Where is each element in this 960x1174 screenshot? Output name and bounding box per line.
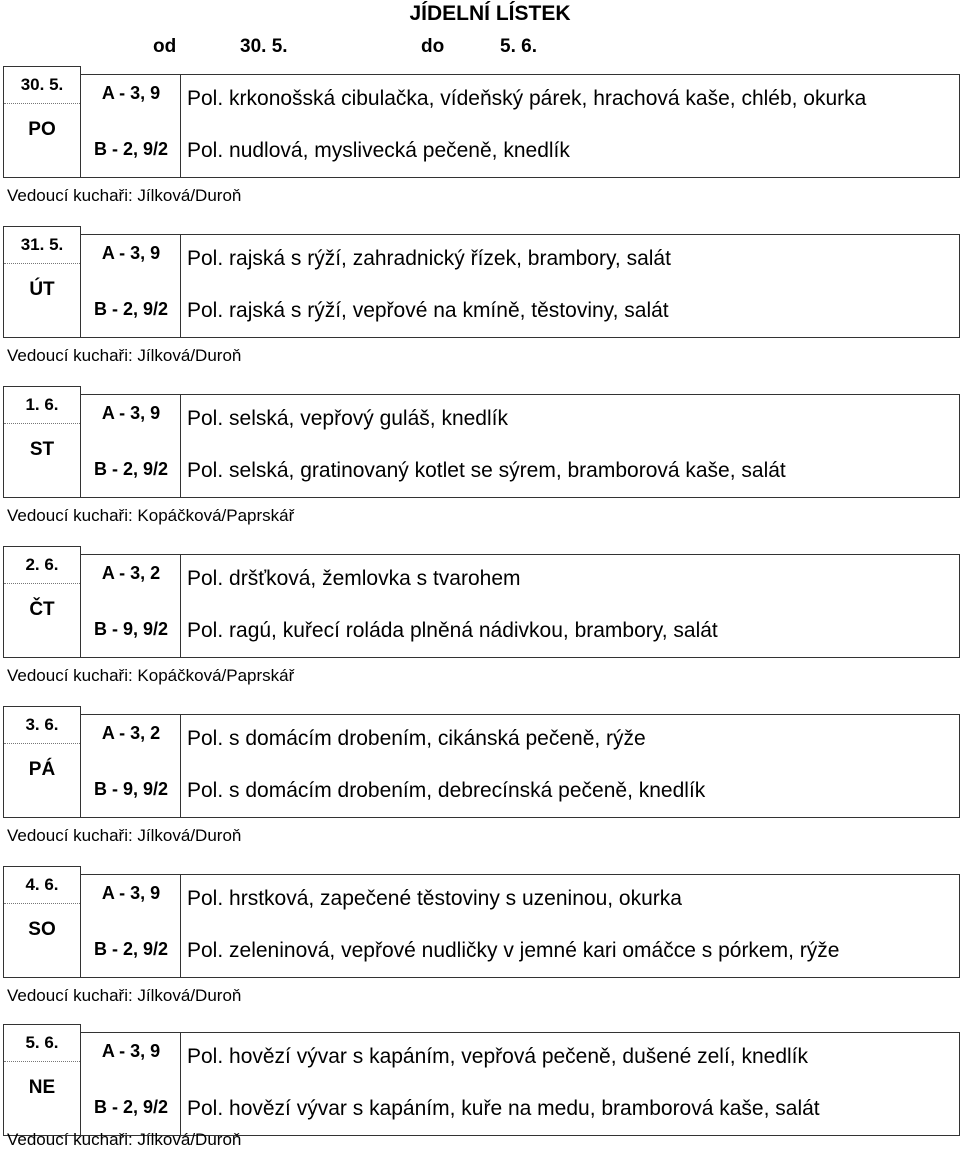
menu-box: [81, 394, 960, 498]
menu-box: [81, 554, 960, 658]
chef-line: Vedoucí kuchaři: Jílková/Duroň: [7, 346, 242, 365]
day-date: 1. 6.: [4, 387, 80, 424]
day-cell: [3, 66, 81, 178]
menu-a-code: A - 3, 9: [101, 1041, 161, 1061]
day-block-friday: [3, 706, 960, 856]
menu-b-code: B - 9, 9/2: [93, 619, 169, 639]
menu-box: [81, 714, 960, 818]
day-name: PO: [28, 119, 56, 140]
menu-code-cell: [81, 395, 181, 498]
chef-line: Vedoucí kuchaři: Kopáčková/Paprskář: [7, 666, 295, 685]
do-label: do: [421, 36, 445, 57]
day-cell: [3, 386, 81, 498]
chef-line: Vedoucí kuchaři: Jílková/Duroň: [7, 186, 242, 205]
day-name: SO: [28, 919, 56, 940]
menu-b-code: B - 2, 9/2: [93, 459, 169, 479]
day-cell: [3, 866, 81, 978]
chef-line: Vedoucí kuchaři: Jílková/Duroň: [7, 826, 242, 845]
menu-b-code: B - 2, 9/2: [93, 1097, 169, 1117]
chef-line: Vedoucí kuchaři: Jílková/Duroň: [7, 1130, 242, 1149]
menu-code-cell: [81, 875, 181, 978]
menu-a-code: A - 3, 2: [101, 723, 161, 743]
day-cell: [3, 226, 81, 338]
menu-b-dish: Pol. rajská s rýží, vepřové na kmíně, těstoviny, salát: [187, 299, 669, 322]
menu-a-code: A - 3, 9: [101, 243, 161, 263]
menu-b-code: B - 2, 9/2: [93, 299, 169, 319]
day-cell: [3, 706, 81, 818]
menu-b-dish: Pol. nudlová, myslivecká pečeně, knedlík: [187, 139, 570, 162]
menu-a-dish: Pol. hovězí vývar s kapáním, vepřová pečeně, dušené zelí, knedlík: [187, 1045, 809, 1068]
chef-line: Vedoucí kuchaři: Jílková/Duroň: [7, 986, 242, 1005]
menu-a-code: A - 3, 2: [101, 563, 161, 583]
day-block-tuesday: [3, 226, 960, 376]
day-cell: [3, 1024, 81, 1136]
day-date: 3. 6.: [4, 707, 80, 744]
day-date: 4. 6.: [4, 867, 80, 904]
day-name: PÁ: [28, 759, 56, 780]
menu-b-code: B - 2, 9/2: [93, 139, 169, 159]
day-block-saturday: [3, 866, 960, 1016]
menu-b-dish: Pol. s domácím drobením, debrecínská pečeně, knedlík: [187, 779, 706, 802]
day-block-sunday: [3, 1024, 960, 1174]
menu-box: [81, 234, 960, 338]
menu-code-cell: [81, 555, 181, 658]
day-name: ÚT: [29, 279, 55, 300]
menu-box: [81, 74, 960, 178]
menu-b-code: B - 2, 9/2: [93, 939, 169, 959]
day-cell: [3, 546, 81, 658]
menu-box: [81, 874, 960, 978]
chef-line: Vedoucí kuchaři: Kopáčková/Paprskář: [7, 506, 295, 525]
day-date: 2. 6.: [4, 547, 80, 584]
menu-b-code: B - 9, 9/2: [93, 779, 169, 799]
menu-code-cell: [81, 1033, 181, 1136]
day-date: 5. 6.: [4, 1025, 80, 1062]
day-name: ST: [29, 439, 55, 460]
menu-a-dish: Pol. s domácím drobením, cikánská pečeně, rýže: [187, 727, 646, 750]
day-name: NE: [28, 1077, 56, 1098]
date-range: [0, 36, 960, 62]
day-date: 30. 5.: [4, 67, 80, 104]
do-date: 5. 6.: [500, 36, 537, 57]
day-name: ČT: [29, 599, 55, 620]
day-date: 31. 5.: [4, 227, 80, 264]
day-block-wednesday: [3, 386, 960, 536]
menu-a-dish: Pol. dršťková, žemlovka s tvarohem: [187, 567, 521, 590]
menu-a-code: A - 3, 9: [101, 403, 161, 423]
menu-code-cell: [81, 75, 181, 178]
menu-b-dish: Pol. ragú, kuřecí roláda plněná nádivkou, brambory, salát: [187, 619, 718, 642]
menu-b-dish: Pol. zeleninová, vepřové nudličky v jemné kari omáčce s pórkem, rýže: [187, 939, 840, 962]
day-block-thursday: [3, 546, 960, 696]
menu-a-dish: Pol. krkonošská cibulačka, vídeňský párek, hrachová kaše, chléb, okurka: [187, 87, 867, 110]
od-label: od: [153, 36, 177, 57]
menu-box: [81, 1032, 960, 1136]
page-title: JÍDELNÍ LÍSTEK: [409, 2, 571, 25]
menu-b-dish: Pol. hovězí vývar s kapáním, kuře na medu, bramborová kaše, salát: [187, 1097, 820, 1120]
menu-a-dish: Pol. hrstková, zapečené těstoviny s uzeninou, okurka: [187, 887, 682, 910]
day-block-monday: [3, 66, 960, 216]
menu-a-dish: Pol. rajská s rýží, zahradnický řízek, brambory, salát: [187, 247, 671, 270]
menu-a-code: A - 3, 9: [101, 883, 161, 903]
menu-b-dish: Pol. selská, gratinovaný kotlet se sýrem, bramborová kaše, salát: [187, 459, 786, 482]
menu-a-dish: Pol. selská, vepřový guláš, knedlík: [187, 407, 508, 430]
menu-code-cell: [81, 235, 181, 338]
menu-code-cell: [81, 715, 181, 818]
menu-a-code: A - 3, 9: [101, 83, 161, 103]
od-date: 30. 5.: [240, 36, 288, 57]
